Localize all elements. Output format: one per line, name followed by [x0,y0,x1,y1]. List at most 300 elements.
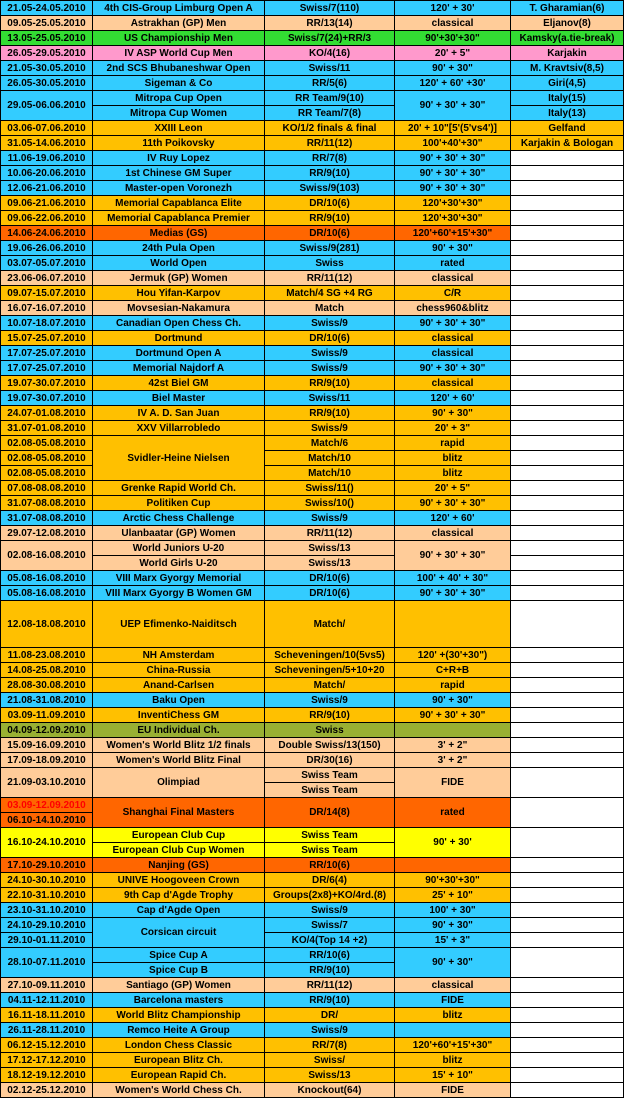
date-cell: 03.09-11.09.2010 [1,708,93,723]
time-control-cell [395,601,511,648]
format-cell: Swiss/7 [265,918,395,933]
winner-cell [511,316,624,331]
event-name-cell: Nanjing (GS) [93,858,265,873]
event-name-cell: NH Amsterdam [93,648,265,663]
date-cell: 16.11-18.11.2010 [1,1008,93,1023]
date-cell: 03.06-07.06.2010 [1,121,93,136]
event-name-cell: European Rapid Ch. [93,1068,265,1083]
winner-cell: T. Gharamian(6) [511,1,624,16]
date-cell: 02.08-16.08.2010 [1,541,93,571]
time-control-cell: blitz [395,1008,511,1023]
schedule-row [1,888,624,903]
winner-cell [511,151,624,166]
date-cell: 26.05-30.05.2010 [1,76,93,91]
event-name-cell: European Club Cup [93,828,265,843]
event-name-cell: EU Individual Ch. [93,723,265,738]
event-name-cell: Jermuk (GP) Women [93,271,265,286]
time-control-cell: 15' + 10" [395,1068,511,1083]
date-cell: 26.05-29.05.2010 [1,46,93,61]
date-cell: 29.05-06.06.2010 [1,91,93,121]
event-name-cell: Women's World Chess Ch. [93,1083,265,1098]
event-name-cell: World Blitz Championship [93,1008,265,1023]
format-cell: RR/11(12) [265,526,395,541]
time-control-cell [395,1023,511,1038]
event-name-cell: Shanghai Final Masters [93,798,265,828]
winner-cell [511,1008,624,1023]
format-cell: Swiss/9 [265,511,395,526]
time-control-cell: 90' + 30" [395,693,511,708]
event-name-cell: Cap d'Agde Open [93,903,265,918]
event-name-cell: UNIVE Hoogoveen Crown [93,873,265,888]
format-cell: RR/9(10) [265,993,395,1008]
schedule-row [1,708,624,723]
event-name-cell: Memorial Capablanca Premier [93,211,265,226]
format-cell: DR/10(6) [265,196,395,211]
time-control-cell: FIDE [395,768,511,798]
format-cell: Swiss/9 [265,316,395,331]
winner-cell [511,466,624,481]
winner-cell [511,571,624,586]
date-cell: 29.07-12.08.2010 [1,526,93,541]
date-cell: 24.10-30.10.2010 [1,873,93,888]
date-cell: 29.10-01.11.2010 [1,933,93,948]
event-name-cell: Baku Open [93,693,265,708]
winner-cell [511,421,624,436]
time-control-cell: 120'+30'+30" [395,211,511,226]
event-name-cell: 42st Biel GM [93,376,265,391]
date-cell: 06.12-15.12.2010 [1,1038,93,1053]
format-cell: RR/11(12) [265,978,395,993]
event-name-cell: IV A. D. San Juan [93,406,265,421]
winner-cell [511,391,624,406]
format-cell: Swiss/9 [265,421,395,436]
schedule-row [1,61,624,76]
format-cell: DR/10(6) [265,571,395,586]
schedule-row [1,526,624,541]
winner-cell [511,723,624,738]
time-control-cell: 3' + 2" [395,738,511,753]
schedule-row [1,106,624,121]
winner-cell [511,873,624,888]
winner-cell [511,271,624,286]
winner-cell: Italy(15) [511,91,624,106]
time-control-cell: 90' + 30' + 30" [395,496,511,511]
winner-cell [511,978,624,993]
event-name-cell: IV Ruy Lopez [93,151,265,166]
format-cell: Swiss/9 [265,1023,395,1038]
time-control-cell: blitz [395,451,511,466]
format-cell: Swiss Team [265,783,395,798]
winner-cell [511,903,624,918]
date-cell: 17.07-25.07.2010 [1,361,93,376]
schedule-row [1,858,624,873]
event-name-cell: Women's World Blitz 1/2 finals [93,738,265,753]
schedule-row [1,91,624,106]
time-control-cell: 120' + 60' +30' [395,76,511,91]
time-control-cell: 20' + 5" [395,46,511,61]
winner-cell [511,301,624,316]
winner-cell: Italy(13) [511,106,624,121]
winner-cell [511,241,624,256]
time-control-cell: 90'+30'+30" [395,873,511,888]
event-name-cell: Mitropa Cup Open [93,91,265,106]
date-cell: 26.11-28.11.2010 [1,1023,93,1038]
event-name-cell: VIII Marx Gyorgy B Women GM [93,586,265,601]
event-name-cell: 24th Pula Open [93,241,265,256]
format-cell: Swiss/13 [265,541,395,556]
event-name-cell: Anand-Carlsen [93,678,265,693]
winner-cell [511,361,624,376]
event-name-cell: World Girls U-20 [93,556,265,571]
date-cell: 02.08-05.08.2010 [1,466,93,481]
format-cell: Match/ [265,678,395,693]
schedule-row [1,918,624,933]
time-control-cell: 100'+40'+30" [395,136,511,151]
schedule-row [1,256,624,271]
schedule-row [1,211,624,226]
format-cell: KO/4(16) [265,46,395,61]
schedule-row [1,136,624,151]
winner-cell [511,663,624,678]
winner-cell: M. Kravtsiv(8,5) [511,61,624,76]
winner-cell [511,1083,624,1098]
schedule-row [1,1068,624,1083]
date-cell: 09.06-22.06.2010 [1,211,93,226]
schedule-row [1,663,624,678]
format-cell: Match/4 SG +4 RG [265,286,395,301]
schedule-row [1,873,624,888]
schedule-row [1,46,624,61]
date-cell: 24.07-01.08.2010 [1,406,93,421]
format-cell: Swiss/9(281) [265,241,395,256]
schedule-row [1,1053,624,1068]
date-cell: 03.07-05.07.2010 [1,256,93,271]
event-name-cell: Arctic Chess Challenge [93,511,265,526]
format-cell: Match/ [265,601,395,648]
event-name-cell: XXV Villarrobledo [93,421,265,436]
time-control-cell: 90' + 30" [395,918,511,933]
winner-cell [511,226,624,241]
schedule-row [1,361,624,376]
date-cell: 23.06-06.07.2010 [1,271,93,286]
schedule-row [1,271,624,286]
winner-cell [511,166,624,181]
format-cell: Swiss/9 [265,361,395,376]
date-cell: 16.10-24.10.2010 [1,828,93,858]
event-name-cell: Corsican circuit [93,918,265,948]
format-cell: DR/ [265,1008,395,1023]
time-control-cell: classical [395,526,511,541]
time-control-cell: 90' + 30' [395,828,511,858]
winner-cell: Karjakin [511,46,624,61]
event-name-cell: Canadian Open Chess Ch. [93,316,265,331]
date-cell: 02.08-05.08.2010 [1,436,93,451]
time-control-cell: 120' + 60' [395,511,511,526]
schedule-row [1,316,624,331]
time-control-cell: rapid [395,436,511,451]
date-cell: 11.06-19.06.2010 [1,151,93,166]
format-cell: Scheveningen/10(5vs5) [265,648,395,663]
date-cell: 19.06-26.06.2010 [1,241,93,256]
date-cell: 04.11-12.11.2010 [1,993,93,1008]
format-cell: Match/10 [265,466,395,481]
time-control-cell: 20' + 3" [395,421,511,436]
date-cell: 02.08-05.08.2010 [1,451,93,466]
date-cell: 28.08-30.08.2010 [1,678,93,693]
schedule-row [1,331,624,346]
format-cell: RR/13(14) [265,16,395,31]
date-cell: 09.07-15.07.2010 [1,286,93,301]
schedule-row [1,648,624,663]
format-cell: DR/10(6) [265,331,395,346]
date-cell: 17.09-18.09.2010 [1,753,93,768]
format-cell: RR/10(6) [265,858,395,873]
winner-cell [511,888,624,903]
time-control-cell [395,858,511,873]
winner-cell [511,693,624,708]
event-name-cell: Spice Cup B [93,963,265,978]
format-cell: DR/30(16) [265,753,395,768]
event-name-cell: Svidler-Heine Nielsen [93,436,265,481]
schedule-row [1,406,624,421]
schedule-row [1,723,624,738]
winner-cell [511,918,624,933]
winner-cell [511,496,624,511]
time-control-cell: 90' + 30' + 30" [395,541,511,571]
event-name-cell: Santiago (GP) Women [93,978,265,993]
event-name-cell: European Blitz Ch. [93,1053,265,1068]
winner-cell [511,586,624,601]
format-cell: Match/10 [265,451,395,466]
event-name-cell: Grenke Rapid World Ch. [93,481,265,496]
event-name-cell: XXIII Leon [93,121,265,136]
format-cell: Swiss [265,723,395,738]
time-control-cell: 15' + 3" [395,933,511,948]
event-name-cell: Dortmund [93,331,265,346]
time-control-cell: FIDE [395,993,511,1008]
event-name-cell: Olimpiad [93,768,265,798]
event-name-cell: InventiChess GM [93,708,265,723]
winner-cell [511,196,624,211]
time-control-cell: 120'+60'+15'+30" [395,1038,511,1053]
schedule-row [1,511,624,526]
format-cell: Swiss/11 [265,61,395,76]
date-cell: 16.07-16.07.2010 [1,301,93,316]
schedule-row [1,481,624,496]
event-name-cell: Barcelona masters [93,993,265,1008]
time-control-cell: 90' + 30' + 30" [395,316,511,331]
event-name-cell: China-Russia [93,663,265,678]
date-cell: 23.10-31.10.2010 [1,903,93,918]
schedule-row [1,948,624,963]
time-control-cell: classical [395,346,511,361]
format-cell: RR/7(8) [265,1038,395,1053]
winner-cell [511,601,624,648]
date-cell: 31.05-14.06.2010 [1,136,93,151]
winner-cell [511,346,624,361]
winner-cell [511,376,624,391]
event-name-cell: Mitropa Cup Women [93,106,265,121]
time-control-cell: 120' + 30' [395,1,511,16]
date-cell: 11.08-23.08.2010 [1,648,93,663]
time-control-cell: FIDE [395,1083,511,1098]
winner-cell [511,451,624,466]
time-control-cell: 120' +(30'+30") [395,648,511,663]
winner-cell [511,768,624,798]
event-name-cell: UEP Efimenko-Naiditsch [93,601,265,648]
time-control-cell: 90' + 30' + 30" [395,151,511,166]
event-name-cell: World Open [93,256,265,271]
date-cell: 13.05-25.05.2010 [1,31,93,46]
time-control-cell: classical [395,331,511,346]
format-cell: RR Team/7(8) [265,106,395,121]
time-control-cell: 90' + 30' + 30" [395,708,511,723]
date-cell: 21.05-30.05.2010 [1,61,93,76]
schedule-row [1,121,624,136]
time-control-cell: 90' + 30" [395,948,511,978]
format-cell: Swiss/7(110) [265,1,395,16]
schedule-row [1,151,624,166]
winner-cell: Gelfand [511,121,624,136]
format-cell: RR/9(10) [265,963,395,978]
format-cell: RR/9(10) [265,708,395,723]
format-cell: Double Swiss/13(150) [265,738,395,753]
time-control-cell: 90' + 30' + 30" [395,91,511,121]
date-cell: 07.08-08.08.2010 [1,481,93,496]
schedule-row [1,196,624,211]
time-control-cell [395,723,511,738]
event-name-cell: Hou Yifan-Karpov [93,286,265,301]
winner-cell [511,798,624,828]
time-control-cell: 90' + 30' + 30" [395,361,511,376]
schedule-row [1,586,624,601]
event-name-cell: Biel Master [93,391,265,406]
date-cell: 04.09-12.09.2010 [1,723,93,738]
winner-cell [511,331,624,346]
event-name-cell: Memorial Najdorf A [93,361,265,376]
date-cell: 21.08-31.08.2010 [1,693,93,708]
event-name-cell: European Club Cup Women [93,843,265,858]
schedule-row [1,391,624,406]
format-cell: Knockout(64) [265,1083,395,1098]
schedule-row [1,376,624,391]
schedule-row [1,556,624,571]
schedule-row [1,903,624,918]
schedule-row [1,798,624,813]
date-cell: 15.09-16.09.2010 [1,738,93,753]
time-control-cell: 120'+30'+30" [395,196,511,211]
winner-cell [511,1038,624,1053]
format-cell: DR/14(8) [265,798,395,828]
format-cell: RR/10(6) [265,948,395,963]
winner-cell [511,256,624,271]
event-name-cell: Politiken Cup [93,496,265,511]
format-cell: Swiss/11 [265,391,395,406]
winner-cell [511,1023,624,1038]
winner-cell [511,541,624,556]
schedule-row [1,738,624,753]
winner-cell [511,481,624,496]
schedule-row [1,181,624,196]
winner-cell [511,738,624,753]
time-control-cell: 90' + 30' + 30" [395,181,511,196]
event-name-cell: Sigeman & Co [93,76,265,91]
schedule-row [1,828,624,843]
event-name-cell: US Championship Men [93,31,265,46]
schedule-row [1,678,624,693]
event-name-cell: Spice Cup A [93,948,265,963]
winner-cell [511,828,624,858]
schedule-row [1,1038,624,1053]
date-cell: 24.10-29.10.2010 [1,918,93,933]
format-cell: RR/7(8) [265,151,395,166]
date-cell: 15.07-25.07.2010 [1,331,93,346]
time-control-cell: rated [395,256,511,271]
schedule-row [1,1,624,16]
winner-cell [511,753,624,768]
format-cell: DR/6(4) [265,873,395,888]
format-cell: Match/6 [265,436,395,451]
date-cell: 06.10-14.10.2010 [1,813,93,828]
event-name-cell: Women's World Blitz Final [93,753,265,768]
time-control-cell: 90' + 30" [395,241,511,256]
date-cell: 18.12-19.12.2010 [1,1068,93,1083]
format-cell: Match [265,301,395,316]
schedule-row [1,496,624,511]
schedule-row [1,541,624,556]
winner-cell [511,406,624,421]
format-cell: Swiss/13 [265,1068,395,1083]
format-cell: Swiss Team [265,843,395,858]
format-cell: RR/9(10) [265,376,395,391]
format-cell: KO/4(Top 14 +2) [265,933,395,948]
date-cell: 05.08-16.08.2010 [1,571,93,586]
date-cell: 10.07-18.07.2010 [1,316,93,331]
schedule-row [1,693,624,708]
time-control-cell: C+R+B [395,663,511,678]
event-name-cell: Memorial Capablanca Elite [93,196,265,211]
format-cell: Swiss/10() [265,496,395,511]
format-cell: Swiss [265,256,395,271]
date-cell: 19.07-30.07.2010 [1,376,93,391]
time-control-cell: blitz [395,1053,511,1068]
event-name-cell: Astrakhan (GP) Men [93,16,265,31]
winner-cell [511,948,624,978]
format-cell: Scheveningen/5+10+20 [265,663,395,678]
time-control-cell: 3' + 2" [395,753,511,768]
format-cell: Swiss/9 [265,346,395,361]
time-control-cell: classical [395,978,511,993]
time-control-cell: classical [395,376,511,391]
format-cell: DR/10(6) [265,586,395,601]
schedule-row [1,241,624,256]
format-cell: KO/1/2 finals & final [265,121,395,136]
schedule-row [1,436,624,451]
format-cell: RR Team/9(10) [265,91,395,106]
winner-cell [511,678,624,693]
schedule-row [1,601,624,648]
winner-cell [511,556,624,571]
event-name-cell: 11th Poikovsky [93,136,265,151]
schedule-row [1,993,624,1008]
event-name-cell: Medias (GS) [93,226,265,241]
date-cell: 31.07-08.08.2010 [1,511,93,526]
winner-cell [511,708,624,723]
schedule-row [1,978,624,993]
date-cell: 09.06-21.06.2010 [1,196,93,211]
format-cell: Swiss/13 [265,556,395,571]
schedule-row [1,16,624,31]
